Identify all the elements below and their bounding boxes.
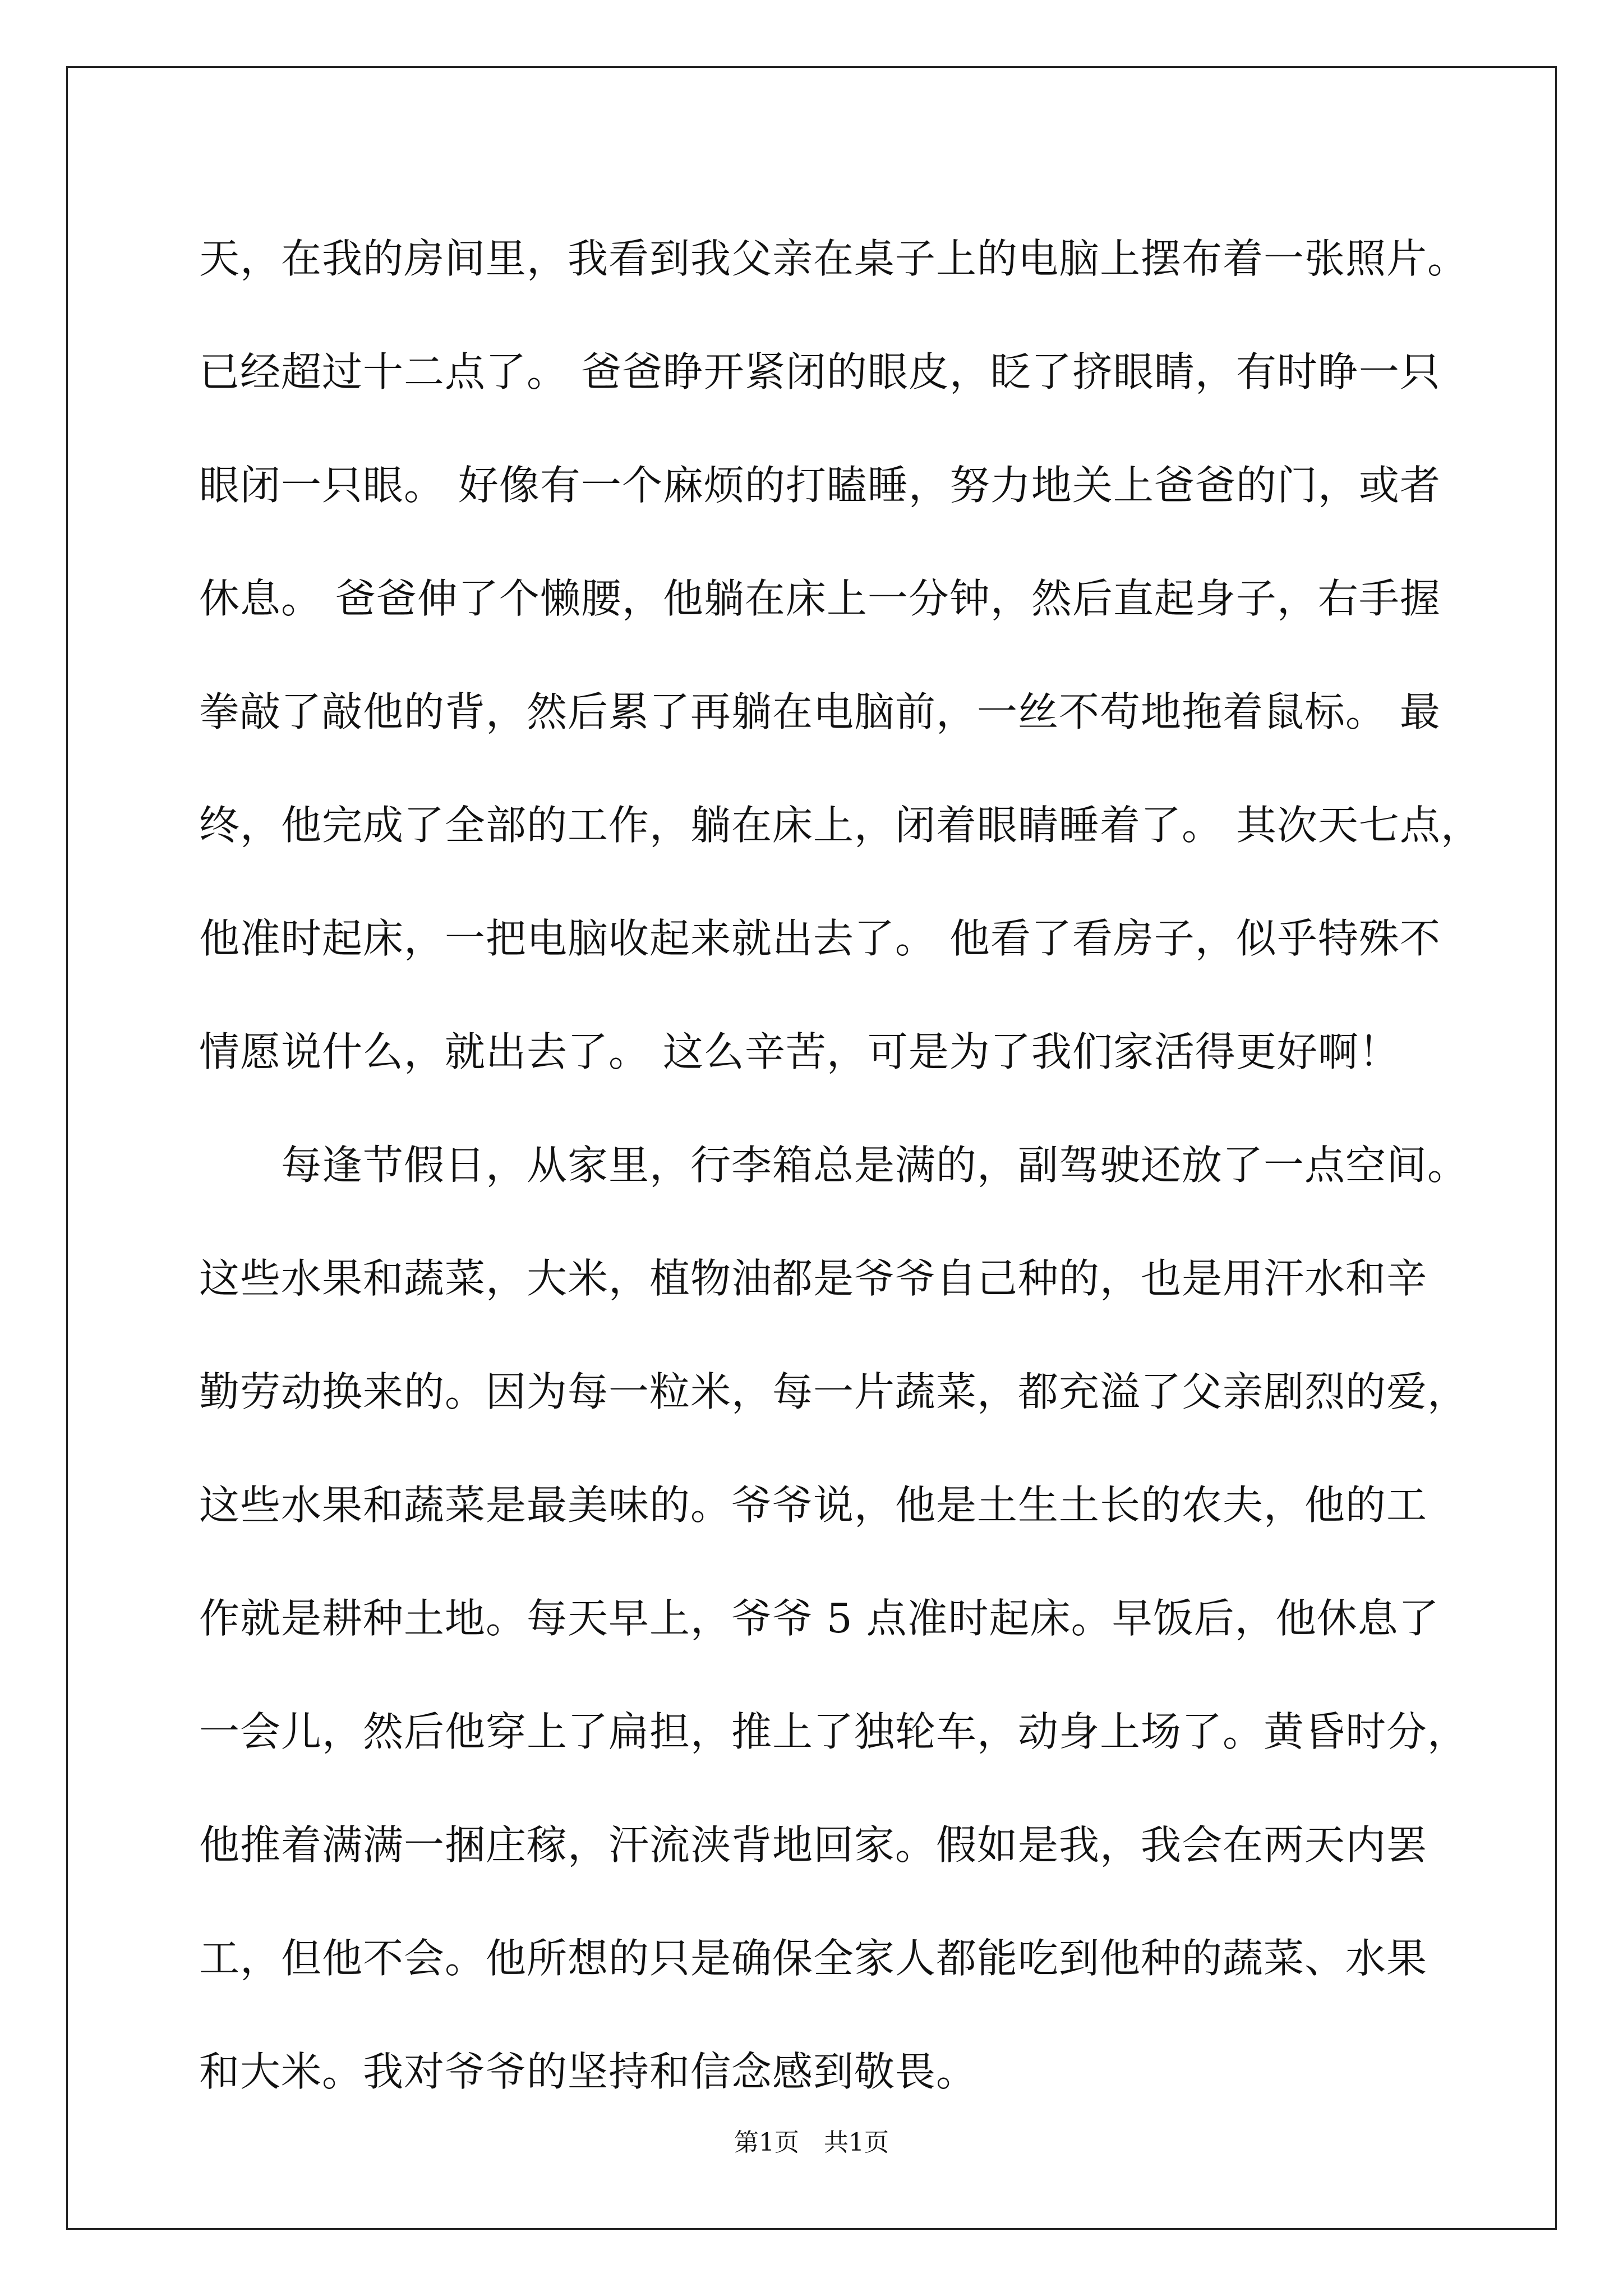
text-line: 工，但他不会。他所想的只是确保全家人都能吃到他种的蔬菜、水果: [199, 1935, 1428, 1982]
text-line: 每逢节假日，从家里，行李箱总是满的，副驾驶还放了一点空间。: [199, 1142, 1469, 1189]
text-line: 天，在我的房间里，我看到我父亲在桌子上的电脑上摆布着一张照片。: [199, 235, 1469, 282]
text-line: 已经超过十二点了。 爸爸睁开紧闭的眼皮，眨了挤眼睛，有时睁一只: [199, 348, 1441, 395]
text-line: 作就是耕种土地。每天早上，爷爷 5 点准时起床。早饭后，他休息了: [199, 1595, 1440, 1642]
document-body: [199, 202, 1482, 2128]
text-line: 休息。 爸爸伸了个懒腰，他躺在床上一分钟，然后直起身子，右手握: [199, 575, 1441, 622]
text-line: 情愿说什么，就出去了。 这么辛苦，可是为了我们家活得更好啊！: [199, 1028, 1400, 1075]
text-line: 终，他完成了全部的工作，躺在床上，闭着眼睛睡着了。 其次天七点，: [199, 802, 1482, 849]
text-line: 拳敲了敲他的背，然后累了再躺在电脑前，一丝不苟地拖着鼠标。 最: [199, 688, 1441, 735]
text-line: 一会儿，然后他穿上了扁担，推上了独轮车，动身上场了。黄昏时分，: [199, 1708, 1469, 1755]
text-line: 这些水果和蔬菜是最美味的。爷爷说，他是土生土长的农夫，他的工: [199, 1481, 1428, 1529]
text-line: 他准时起床，一把电脑收起来就出去了。 他看了看房子，似乎特殊不: [199, 915, 1441, 962]
text-line: 他推着满满一捆庄稼，汗流浃背地回家。假如是我，我会在两天内罢: [199, 1821, 1428, 1869]
text-line: 眼闭一只眼。 好像有一个麻烦的打瞌睡，努力地关上爸爸的门，或者: [199, 462, 1441, 509]
text-line: 勤劳动换来的。因为每一粒米，每一片蔬菜，都充溢了父亲剧烈的爱，: [199, 1368, 1469, 1415]
text-line: 这些水果和蔬菜，大米，植物油都是爷爷自己种的，也是用汗水和辛: [199, 1255, 1428, 1302]
text-line: 和大米。我对爷爷的坚持和信念感到敬畏。: [199, 2048, 978, 2095]
page-footer: 第1页 共1页: [734, 2128, 889, 2157]
